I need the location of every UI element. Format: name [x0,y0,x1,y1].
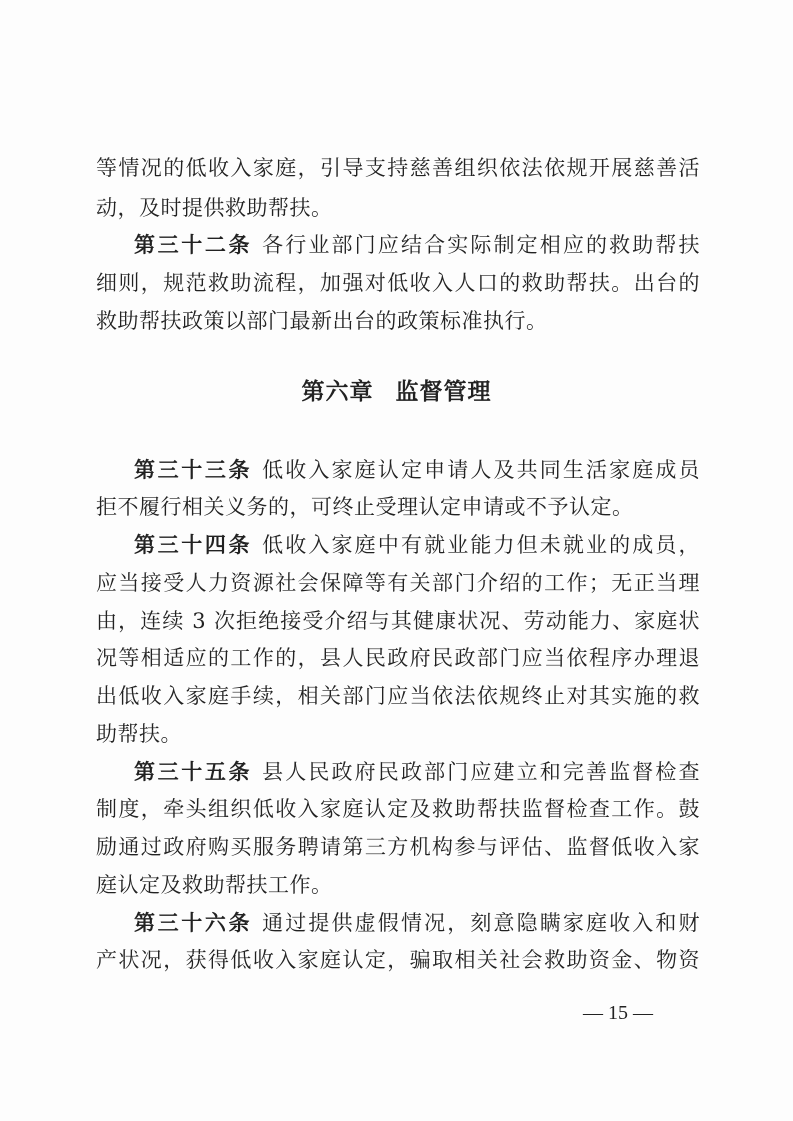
article-34-line [134,530,700,560]
paragraph-line: 产状况，获得低收入家庭认定，骗取相关社会救助资金、物资 [96,948,700,972]
article-36-text: 通过提供虚假情况，刻意隐瞒家庭收入和财 [262,911,701,935]
article-33-line [134,455,700,485]
article-35-title: 第三十五条 [134,760,253,784]
paragraph-line: 拒不履行相关义务的，可终止受理认定申请或不予认定。 [96,495,634,519]
paragraph-line: 庭认定及救助帮扶工作。 [96,873,333,897]
article-36-title: 第三十六条 [134,911,253,935]
chapter-title: 监督管理 [395,379,492,405]
article-33-title: 第三十三条 [134,458,253,482]
paragraph-line: 细则，规范救助流程，加强对低收入人口的救助帮扶。出台的 [96,271,700,295]
article-33-text: 低收入家庭认定申请人及共同生活家庭成员 [262,458,701,482]
paragraph-line: 救助帮扶政策以部门最新出台的政策标准执行。 [96,309,548,333]
article-32-text: 各行业部门应结合实际制定相应的救助帮扶 [262,233,701,257]
chapter-number: 第六章 [301,379,374,405]
article-35-text: 县人民政府民政部门应建立和完善监督检查 [262,760,701,784]
paragraph-line: 励通过政府购买服务聘请第三方机构参与评估、监督低收入家 [96,835,700,859]
paragraph-line: 制度，牵头组织低收入家庭认定及救助帮扶监督检查工作。鼓 [96,797,700,821]
paragraph-line: 动，及时提供救助帮扶。 [96,196,333,220]
paragraph-line: 应当接受人力资源社会保障等有关部门介绍的工作；无正当理 [96,571,700,595]
paragraph-line: 助帮扶。 [96,722,182,746]
paragraph-line: 由，连续 3 次拒绝接受介绍与其健康状况、劳动能力、家庭状 [96,609,700,633]
article-32-title: 第三十二条 [134,233,253,257]
article-32-line [134,230,700,260]
paragraph-line: 况等相适应的工作的，县人民政府民政部门应当依程序办理退 [96,646,700,670]
article-34-title: 第三十四条 [134,533,253,557]
paragraph-line: 等情况的低收入家庭，引导支持慈善组织依法依规开展慈善活 [96,156,700,180]
chapter-heading [0,376,793,408]
article-36-line [134,908,700,938]
article-35-line [134,757,700,787]
page-number: — 15 — [583,1002,653,1024]
paragraph-line: 出低收入家庭手续，相关部门应当依法依规终止对其实施的救 [96,684,700,708]
article-34-text: 低收入家庭中有就业能力但未就业的成员， [262,533,701,557]
